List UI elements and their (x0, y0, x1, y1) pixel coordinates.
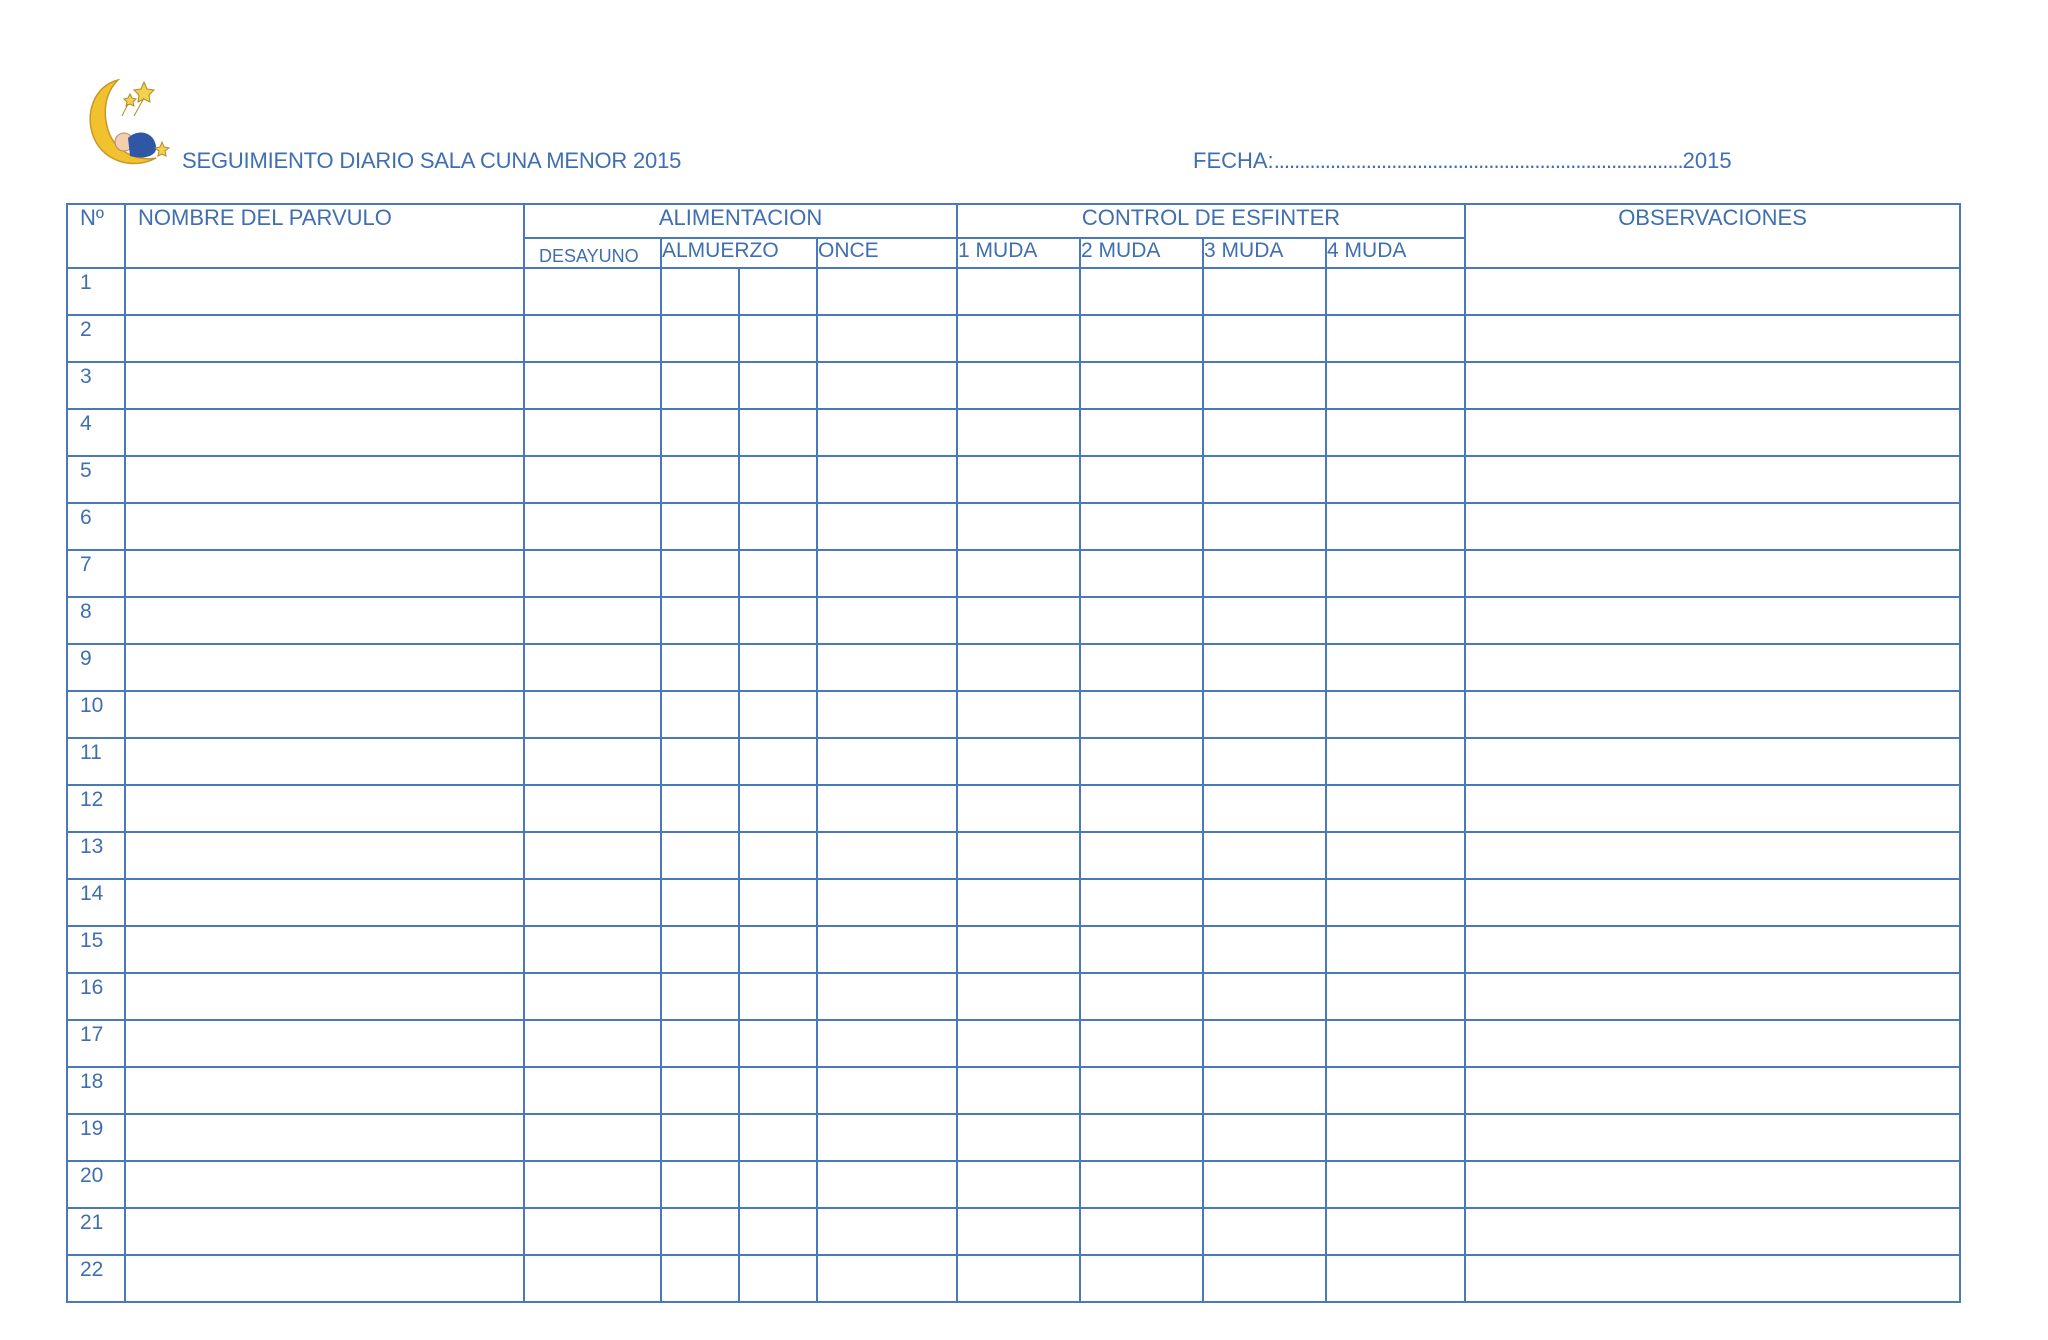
once-cell[interactable] (817, 1114, 957, 1161)
once-cell[interactable] (817, 362, 957, 409)
nombre-cell[interactable] (125, 362, 524, 409)
muda-3-cell[interactable] (1203, 644, 1326, 691)
document-title: SEGUIMIENTO DIARIO SALA CUNA MENOR 2015 (182, 148, 682, 173)
muda-1-cell[interactable] (957, 785, 1080, 832)
table-row (67, 503, 1960, 550)
muda-3-cell[interactable] (1203, 550, 1326, 597)
almuerzo-cell-a[interactable] (661, 691, 739, 738)
almuerzo-cell-b[interactable] (739, 1020, 817, 1067)
muda-3-cell[interactable] (1203, 597, 1326, 644)
almuerzo-cell-a[interactable] (661, 550, 739, 597)
header-nombre: NOMBRE DEL PARVULO (125, 204, 524, 268)
desayuno-cell[interactable] (524, 1114, 661, 1161)
desayuno-cell[interactable] (524, 1208, 661, 1255)
num-cell: 22 (67, 1255, 125, 1302)
table-row (67, 362, 1960, 409)
almuerzo-cell-a[interactable] (661, 879, 739, 926)
once-cell[interactable] (817, 1161, 957, 1208)
fecha-label: FECHA: (1193, 148, 1274, 173)
muda-4-cell[interactable] (1326, 832, 1465, 879)
muda-3-cell[interactable] (1203, 409, 1326, 456)
muda-1-cell[interactable] (957, 1161, 1080, 1208)
observaciones-cell[interactable] (1465, 597, 1960, 644)
num-cell: 11 (67, 738, 125, 785)
almuerzo-cell-a[interactable] (661, 1114, 739, 1161)
muda-1-cell[interactable] (957, 550, 1080, 597)
muda-4-cell[interactable] (1326, 315, 1465, 362)
muda-4-cell[interactable] (1326, 1067, 1465, 1114)
desayuno-cell[interactable] (524, 1255, 661, 1302)
muda-3-cell[interactable] (1203, 1161, 1326, 1208)
once-cell[interactable] (817, 503, 957, 550)
muda-1-cell[interactable] (957, 879, 1080, 926)
almuerzo-cell-a[interactable] (661, 1208, 739, 1255)
desayuno-cell[interactable] (524, 879, 661, 926)
muda-1-cell[interactable] (957, 362, 1080, 409)
almuerzo-cell-b[interactable] (739, 691, 817, 738)
observaciones-cell[interactable] (1465, 456, 1960, 503)
num-cell: 15 (67, 926, 125, 973)
desayuno-cell[interactable] (524, 1161, 661, 1208)
muda-1-cell[interactable] (957, 691, 1080, 738)
muda-3-cell[interactable] (1203, 738, 1326, 785)
muda-4-cell[interactable] (1326, 973, 1465, 1020)
desayuno-cell[interactable] (524, 691, 661, 738)
nombre-cell[interactable] (125, 268, 524, 315)
observaciones-cell[interactable] (1465, 832, 1960, 879)
almuerzo-cell-b[interactable] (739, 550, 817, 597)
fecha-line (1193, 148, 1732, 174)
muda-3-cell[interactable] (1203, 503, 1326, 550)
num-cell: 20 (67, 1161, 125, 1208)
muda-2-cell[interactable] (1080, 550, 1203, 597)
almuerzo-cell-a[interactable] (661, 315, 739, 362)
nombre-cell[interactable] (125, 1255, 524, 1302)
almuerzo-cell-a[interactable] (661, 644, 739, 691)
muda-2-cell[interactable] (1080, 597, 1203, 644)
muda-2-cell[interactable] (1080, 1020, 1203, 1067)
muda-4-cell[interactable] (1326, 644, 1465, 691)
almuerzo-cell-a[interactable] (661, 268, 739, 315)
muda-4-cell[interactable] (1326, 268, 1465, 315)
muda-4-cell[interactable] (1326, 409, 1465, 456)
muda-3-cell[interactable] (1203, 879, 1326, 926)
num-cell: 18 (67, 1067, 125, 1114)
almuerzo-cell-b[interactable] (739, 456, 817, 503)
almuerzo-cell-b[interactable] (739, 268, 817, 315)
muda-1-cell[interactable] (957, 503, 1080, 550)
table-row (67, 315, 1960, 362)
table-row (67, 785, 1960, 832)
table-row (67, 644, 1960, 691)
desayuno-cell[interactable] (524, 597, 661, 644)
muda-2-cell[interactable] (1080, 1255, 1203, 1302)
desayuno-cell[interactable] (524, 315, 661, 362)
almuerzo-cell-b[interactable] (739, 926, 817, 973)
desayuno-cell[interactable] (524, 362, 661, 409)
muda-4-cell[interactable] (1326, 1114, 1465, 1161)
num-cell: 17 (67, 1020, 125, 1067)
muda-3-cell[interactable] (1203, 362, 1326, 409)
almuerzo-cell-a[interactable] (661, 1020, 739, 1067)
almuerzo-cell-b[interactable] (739, 973, 817, 1020)
almuerzo-cell-a[interactable] (661, 456, 739, 503)
muda-3-cell[interactable] (1203, 691, 1326, 738)
muda-1-cell[interactable] (957, 268, 1080, 315)
almuerzo-cell-a[interactable] (661, 1161, 739, 1208)
desayuno-cell[interactable] (524, 1020, 661, 1067)
muda-2-cell[interactable] (1080, 1161, 1203, 1208)
table-row (67, 456, 1960, 503)
muda-4-cell[interactable] (1326, 597, 1465, 644)
nombre-cell[interactable] (125, 926, 524, 973)
almuerzo-cell-b[interactable] (739, 1255, 817, 1302)
nombre-cell[interactable] (125, 456, 524, 503)
almuerzo-cell-b[interactable] (739, 644, 817, 691)
muda-2-cell[interactable] (1080, 738, 1203, 785)
table-row (67, 832, 1960, 879)
observaciones-cell[interactable] (1465, 973, 1960, 1020)
subheader-muda-1: 1 MUDA (957, 238, 1080, 268)
num-cell: 10 (67, 691, 125, 738)
desayuno-cell[interactable] (524, 456, 661, 503)
once-cell[interactable] (817, 1067, 957, 1114)
header-observaciones: OBSERVACIONES (1465, 204, 1960, 268)
observaciones-cell[interactable] (1465, 1255, 1960, 1302)
num-cell: 16 (67, 973, 125, 1020)
desayuno-cell[interactable] (524, 973, 661, 1020)
nombre-cell[interactable] (125, 1208, 524, 1255)
almuerzo-cell-b[interactable] (739, 1161, 817, 1208)
muda-1-cell[interactable] (957, 1208, 1080, 1255)
observaciones-cell[interactable] (1465, 1161, 1960, 1208)
subheader-muda-4: 4 MUDA (1326, 238, 1465, 268)
nombre-cell[interactable] (125, 644, 524, 691)
once-cell[interactable] (817, 973, 957, 1020)
num-cell: 5 (67, 456, 125, 503)
once-cell[interactable] (817, 738, 957, 785)
once-cell[interactable] (817, 1208, 957, 1255)
header-alimentacion: ALIMENTACION (524, 204, 957, 238)
once-cell[interactable] (817, 926, 957, 973)
almuerzo-cell-a[interactable] (661, 503, 739, 550)
almuerzo-cell-b[interactable] (739, 362, 817, 409)
nombre-cell[interactable] (125, 1020, 524, 1067)
once-cell[interactable] (817, 691, 957, 738)
observaciones-cell[interactable] (1465, 785, 1960, 832)
muda-3-cell[interactable] (1203, 456, 1326, 503)
header-num: Nº (67, 204, 125, 268)
desayuno-cell[interactable] (524, 644, 661, 691)
observaciones-cell[interactable] (1465, 409, 1960, 456)
almuerzo-cell-a[interactable] (661, 597, 739, 644)
muda-3-cell[interactable] (1203, 785, 1326, 832)
num-cell: 21 (67, 1208, 125, 1255)
desayuno-cell[interactable] (524, 785, 661, 832)
muda-1-cell[interactable] (957, 738, 1080, 785)
almuerzo-cell-b[interactable] (739, 1114, 817, 1161)
almuerzo-cell-a[interactable] (661, 785, 739, 832)
observaciones-cell[interactable] (1465, 1208, 1960, 1255)
almuerzo-cell-b[interactable] (739, 315, 817, 362)
almuerzo-cell-b[interactable] (739, 879, 817, 926)
almuerzo-cell-b[interactable] (739, 409, 817, 456)
desayuno-cell[interactable] (524, 409, 661, 456)
muda-4-cell[interactable] (1326, 456, 1465, 503)
desayuno-cell[interactable] (524, 926, 661, 973)
almuerzo-cell-b[interactable] (739, 503, 817, 550)
muda-2-cell[interactable] (1080, 1114, 1203, 1161)
muda-4-cell[interactable] (1326, 785, 1465, 832)
muda-1-cell[interactable] (957, 832, 1080, 879)
once-cell[interactable] (817, 268, 957, 315)
almuerzo-cell-b[interactable] (739, 832, 817, 879)
observaciones-cell[interactable] (1465, 738, 1960, 785)
table-row (67, 1161, 1960, 1208)
num-cell: 8 (67, 597, 125, 644)
muda-2-cell[interactable] (1080, 691, 1203, 738)
muda-2-cell[interactable] (1080, 973, 1203, 1020)
table-row (67, 550, 1960, 597)
num-cell: 13 (67, 832, 125, 879)
muda-3-cell[interactable] (1203, 1114, 1326, 1161)
muda-2-cell[interactable] (1080, 926, 1203, 973)
muda-2-cell[interactable] (1080, 644, 1203, 691)
muda-4-cell[interactable] (1326, 1208, 1465, 1255)
num-cell: 12 (67, 785, 125, 832)
subheader-muda-3: 3 MUDA (1203, 238, 1326, 268)
observaciones-cell[interactable] (1465, 550, 1960, 597)
muda-1-cell[interactable] (957, 597, 1080, 644)
nombre-cell[interactable] (125, 597, 524, 644)
tracking-table (66, 203, 1961, 1303)
observaciones-cell[interactable] (1465, 879, 1960, 926)
muda-3-cell[interactable] (1203, 268, 1326, 315)
table-row (67, 1208, 1960, 1255)
muda-4-cell[interactable] (1326, 738, 1465, 785)
num-cell: 1 (67, 268, 125, 315)
table-body (67, 268, 1960, 1302)
muda-1-cell[interactable] (957, 1020, 1080, 1067)
nombre-cell[interactable] (125, 879, 524, 926)
table-row (67, 1114, 1960, 1161)
muda-3-cell[interactable] (1203, 1020, 1326, 1067)
nombre-cell[interactable] (125, 409, 524, 456)
muda-2-cell[interactable] (1080, 1067, 1203, 1114)
desayuno-cell[interactable] (524, 832, 661, 879)
table-row (67, 973, 1960, 1020)
muda-4-cell[interactable] (1326, 691, 1465, 738)
table-row (67, 691, 1960, 738)
table-row (67, 1067, 1960, 1114)
table-row (67, 879, 1960, 926)
nombre-cell[interactable] (125, 973, 524, 1020)
almuerzo-cell-a[interactable] (661, 926, 739, 973)
nombre-cell[interactable] (125, 1114, 524, 1161)
muda-2-cell[interactable] (1080, 503, 1203, 550)
almuerzo-cell-b[interactable] (739, 597, 817, 644)
muda-1-cell[interactable] (957, 644, 1080, 691)
table-row (67, 1020, 1960, 1067)
table-row (67, 1255, 1960, 1302)
table-row (67, 597, 1960, 644)
muda-2-cell[interactable] (1080, 456, 1203, 503)
observaciones-cell[interactable] (1465, 1020, 1960, 1067)
muda-2-cell[interactable] (1080, 315, 1203, 362)
once-cell[interactable] (817, 597, 957, 644)
muda-4-cell[interactable] (1326, 362, 1465, 409)
desayuno-cell[interactable] (524, 550, 661, 597)
num-cell: 19 (67, 1114, 125, 1161)
muda-2-cell[interactable] (1080, 1208, 1203, 1255)
num-cell: 2 (67, 315, 125, 362)
num-cell: 4 (67, 409, 125, 456)
almuerzo-cell-b[interactable] (739, 785, 817, 832)
once-cell[interactable] (817, 409, 957, 456)
muda-1-cell[interactable] (957, 456, 1080, 503)
muda-3-cell[interactable] (1203, 1255, 1326, 1302)
nombre-cell[interactable] (125, 832, 524, 879)
once-cell[interactable] (817, 832, 957, 879)
subheader-muda-2: 2 MUDA (1080, 238, 1203, 268)
almuerzo-cell-b[interactable] (739, 1067, 817, 1114)
muda-2-cell[interactable] (1080, 409, 1203, 456)
muda-4-cell[interactable] (1326, 503, 1465, 550)
observaciones-cell[interactable] (1465, 644, 1960, 691)
desayuno-cell[interactable] (524, 1067, 661, 1114)
muda-3-cell[interactable] (1203, 1208, 1326, 1255)
once-cell[interactable] (817, 1255, 957, 1302)
table-row (67, 268, 1960, 315)
num-cell: 3 (67, 362, 125, 409)
almuerzo-cell-a[interactable] (661, 973, 739, 1020)
once-cell[interactable] (817, 785, 957, 832)
once-cell[interactable] (817, 1020, 957, 1067)
muda-2-cell[interactable] (1080, 268, 1203, 315)
header-control-esfinter: CONTROL DE ESFINTER (957, 204, 1465, 238)
once-cell[interactable] (817, 550, 957, 597)
muda-3-cell[interactable] (1203, 315, 1326, 362)
table-row (67, 926, 1960, 973)
fecha-dots: ................................................................................ (1273, 148, 1683, 173)
muda-4-cell[interactable] (1326, 879, 1465, 926)
muda-4-cell[interactable] (1326, 1255, 1465, 1302)
muda-2-cell[interactable] (1080, 785, 1203, 832)
almuerzo-cell-b[interactable] (739, 1208, 817, 1255)
muda-1-cell[interactable] (957, 1114, 1080, 1161)
muda-3-cell[interactable] (1203, 832, 1326, 879)
nombre-cell[interactable] (125, 1161, 524, 1208)
moon-baby-logo (78, 76, 174, 172)
muda-4-cell[interactable] (1326, 1161, 1465, 1208)
muda-1-cell[interactable] (957, 1067, 1080, 1114)
almuerzo-cell-a[interactable] (661, 362, 739, 409)
nombre-cell[interactable] (125, 691, 524, 738)
nombre-cell[interactable] (125, 785, 524, 832)
desayuno-cell[interactable] (524, 738, 661, 785)
table-row (67, 409, 1960, 456)
almuerzo-cell-a[interactable] (661, 409, 739, 456)
observaciones-cell[interactable] (1465, 362, 1960, 409)
nombre-cell[interactable] (125, 738, 524, 785)
num-cell: 7 (67, 550, 125, 597)
muda-1-cell[interactable] (957, 315, 1080, 362)
observaciones-cell[interactable] (1465, 503, 1960, 550)
muda-1-cell[interactable] (957, 926, 1080, 973)
almuerzo-cell-a[interactable] (661, 1255, 739, 1302)
num-cell: 9 (67, 644, 125, 691)
num-cell: 14 (67, 879, 125, 926)
once-cell[interactable] (817, 456, 957, 503)
once-cell[interactable] (817, 644, 957, 691)
almuerzo-cell-a[interactable] (661, 738, 739, 785)
observaciones-cell[interactable] (1465, 315, 1960, 362)
muda-2-cell[interactable] (1080, 879, 1203, 926)
subheader-desayuno: DESAYUNO (524, 238, 661, 268)
nombre-cell[interactable] (125, 1067, 524, 1114)
observaciones-cell[interactable] (1465, 926, 1960, 973)
muda-2-cell[interactable] (1080, 362, 1203, 409)
muda-4-cell[interactable] (1326, 550, 1465, 597)
muda-1-cell[interactable] (957, 1255, 1080, 1302)
almuerzo-cell-a[interactable] (661, 1067, 739, 1114)
muda-3-cell[interactable] (1203, 1067, 1326, 1114)
subheader-once: ONCE (817, 238, 957, 268)
fecha-year: 2015 (1682, 148, 1732, 173)
table-row (67, 738, 1960, 785)
observaciones-cell[interactable] (1465, 268, 1960, 315)
almuerzo-cell-a[interactable] (661, 832, 739, 879)
desayuno-cell[interactable] (524, 503, 661, 550)
muda-4-cell[interactable] (1326, 1020, 1465, 1067)
nombre-cell[interactable] (125, 503, 524, 550)
once-cell[interactable] (817, 315, 957, 362)
muda-3-cell[interactable] (1203, 973, 1326, 1020)
observaciones-cell[interactable] (1465, 1114, 1960, 1161)
nombre-cell[interactable] (125, 550, 524, 597)
muda-2-cell[interactable] (1080, 832, 1203, 879)
subheader-almuerzo: ALMUERZO (661, 238, 817, 268)
muda-3-cell[interactable] (1203, 926, 1326, 973)
muda-1-cell[interactable] (957, 973, 1080, 1020)
once-cell[interactable] (817, 879, 957, 926)
observaciones-cell[interactable] (1465, 691, 1960, 738)
muda-4-cell[interactable] (1326, 926, 1465, 973)
nombre-cell[interactable] (125, 315, 524, 362)
muda-1-cell[interactable] (957, 409, 1080, 456)
num-cell: 6 (67, 503, 125, 550)
observaciones-cell[interactable] (1465, 1067, 1960, 1114)
almuerzo-cell-b[interactable] (739, 738, 817, 785)
desayuno-cell[interactable] (524, 268, 661, 315)
